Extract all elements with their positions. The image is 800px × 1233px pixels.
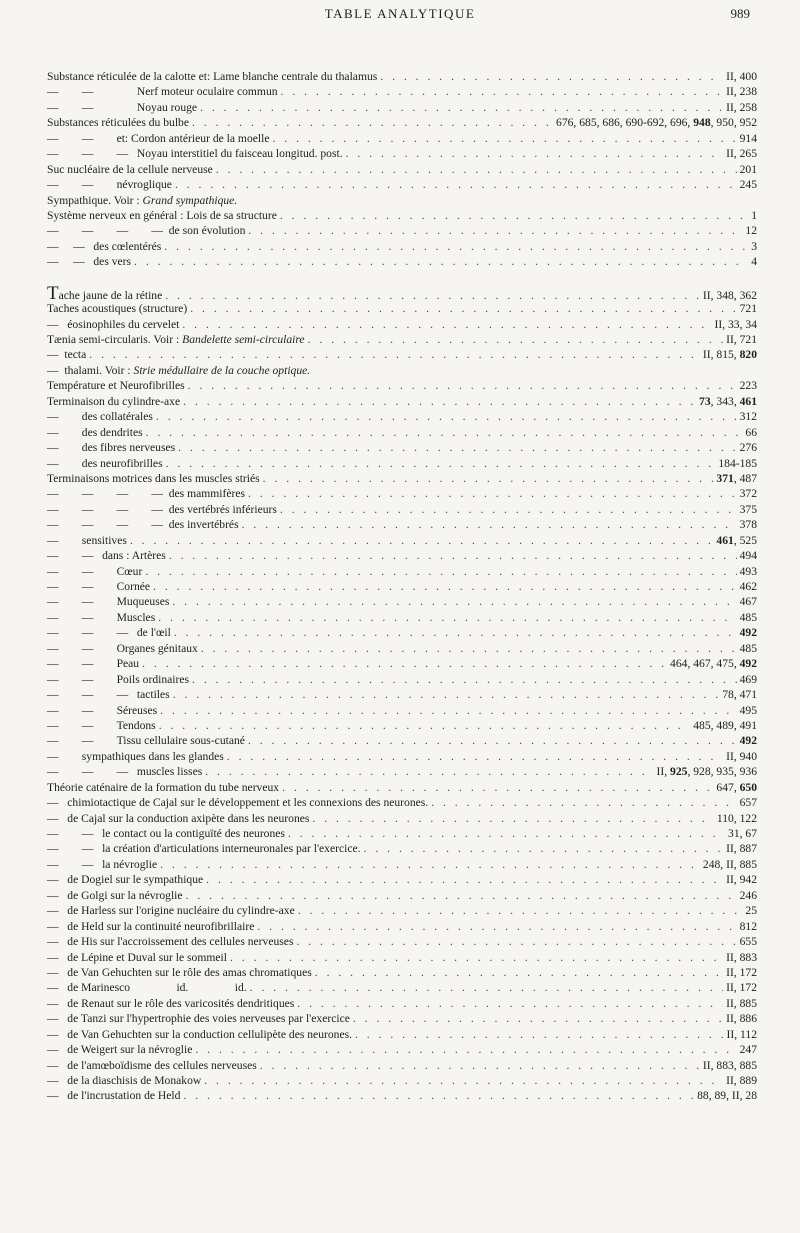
index-entry: [47, 1073, 757, 1088]
dot-leader: [250, 980, 723, 995]
index-entry: [47, 84, 757, 99]
entry-text: — — le contact ou la contiguïté des neurones: [47, 827, 285, 840]
index-entry: [47, 317, 757, 332]
dot-leader: [263, 471, 714, 486]
entry-pages: II, 33, 34: [714, 317, 757, 331]
index-entry: [47, 1042, 757, 1057]
entry-text: — de Held sur la continuité neurofibrillaire: [47, 919, 255, 933]
entry-pages: II, 721: [726, 333, 757, 346]
entry-pages: II, 172: [726, 981, 757, 995]
index-entry: [47, 672, 757, 687]
index-entry: [47, 440, 757, 455]
dot-leader: [431, 795, 736, 810]
entry-pages: 485, 489, 491: [693, 718, 757, 732]
dot-leader: [175, 177, 737, 192]
entry-pages: 12: [745, 224, 757, 238]
entry-text: — — Séreuses: [47, 703, 158, 717]
entry-pages: 276: [739, 441, 757, 455]
entry-pages: II, 883: [726, 950, 757, 964]
entry-pages: 467: [739, 595, 757, 609]
entry-text: — — Cœur: [47, 564, 143, 578]
dot-leader: [364, 841, 724, 856]
index-entry: [47, 533, 757, 548]
entry-pages: II, 940: [726, 749, 757, 763]
dot-leader: [272, 131, 736, 146]
entry-text: — tecta: [47, 348, 87, 362]
entry-pages: 464, 467, 475, 492: [670, 657, 757, 671]
dot-leader: [288, 826, 725, 841]
entry-text: — — Cornée: [47, 580, 151, 593]
index-entry: [47, 378, 757, 393]
entry-text: — des fibres nerveuses: [47, 441, 176, 455]
entry-text: — sympathiques dans les glandes: [47, 749, 224, 763]
dot-leader: [173, 687, 720, 702]
index-entry: [47, 811, 757, 826]
dot-leader: [380, 69, 723, 84]
dot-leader: [146, 425, 743, 440]
dot-leader: [280, 502, 737, 517]
running-title: TABLE ANALYTIQUE: [324, 6, 476, 21]
entry-text: — — Organes génitaux: [47, 641, 198, 655]
index-entry: [47, 780, 757, 795]
entry-text: — — Peau: [47, 657, 140, 671]
entry-pages: 462: [739, 580, 757, 593]
index-entry: [47, 471, 757, 486]
entry-text: — — Tissu cellulaire sous-cutané: [47, 734, 245, 748]
dot-leader: [248, 486, 737, 501]
dot-leader: [204, 1073, 723, 1088]
dot-leader: [298, 903, 743, 918]
entry-pages: 248, II, 885: [702, 857, 757, 871]
entry-text: — des neurofibrilles: [47, 456, 163, 470]
entry-pages: 245: [739, 178, 757, 192]
entry-text: — de Harless sur l'origine nucléaire du cylindre-axe: [47, 904, 295, 918]
entry-text: — — Nerf moteur oculaire commun: [47, 85, 278, 99]
index-entry: [47, 919, 757, 934]
dot-leader: [145, 564, 736, 579]
index-entry: [47, 950, 757, 965]
index-entry: [47, 749, 757, 764]
index-entry: [47, 301, 757, 316]
entry-text: Terminaison du cylindre-axe: [47, 394, 181, 408]
index-entry: [47, 733, 757, 748]
dot-leader: [164, 239, 748, 254]
dot-leader: [353, 1011, 723, 1026]
entry-text: — des dendrites: [47, 425, 143, 439]
dot-leader: [142, 656, 667, 671]
index-entry: [47, 162, 757, 177]
dot-leader: [242, 517, 737, 532]
index-entry: [47, 502, 757, 517]
index-entry: [47, 223, 757, 238]
index-entry: [47, 687, 757, 702]
entry-pages: 223: [739, 379, 757, 393]
entry-text: Taches acoustiques (structure): [47, 302, 188, 316]
entry-text: — — — — des vertébrés inférieurs: [47, 502, 277, 516]
index-entry: [47, 347, 757, 362]
entry-pages: 494: [739, 549, 757, 563]
entry-text: — de Tanzi sur l'hypertrophie des voies nerveuses par l'exercice: [47, 1012, 350, 1026]
dot-leader: [281, 84, 724, 99]
entry-pages: 461, 525: [716, 533, 757, 547]
dot-leader: [248, 733, 737, 748]
entry-text: Terminaisons motrices dans les muscles striés: [47, 471, 260, 485]
entry-pages: II, 889: [726, 1074, 757, 1087]
index-entry: [47, 594, 757, 609]
dot-leader: [159, 718, 691, 733]
entry-text: — — et: Cordon antérieur de la moelle: [47, 131, 270, 145]
entry-text: — des collatérales: [47, 410, 153, 424]
index-entry: [47, 282, 757, 304]
entry-pages: 492: [739, 734, 757, 748]
entry-pages: II, 885: [726, 996, 757, 1010]
index-entry: [47, 980, 757, 995]
entry-text: — — — — des invertébrés: [47, 518, 239, 532]
index-entry: [47, 1088, 757, 1103]
entry-text: — — Muqueuses: [47, 595, 170, 609]
dot-leader: [192, 672, 737, 687]
entry-text: — — dans : Artères: [47, 549, 166, 563]
entry-text: — de Dogiel sur le sympathique: [47, 873, 204, 887]
dot-leader: [188, 378, 737, 393]
index-entry: [47, 1027, 757, 1042]
index-entry: [47, 254, 757, 269]
entry-pages: 495: [739, 703, 757, 717]
index-entry: [47, 131, 757, 146]
index-entry: [47, 841, 757, 856]
index-entry: [47, 703, 757, 718]
entry-text: — de Weigert sur la névroglie: [47, 1043, 193, 1057]
index-entry: [47, 69, 757, 84]
dot-leader: [172, 594, 736, 609]
dot-leader: [160, 857, 700, 872]
entry-pages: 647, 650: [716, 780, 757, 794]
entry-text: — — des cœlentérés: [47, 239, 162, 253]
entry-pages: 31, 67: [728, 827, 757, 840]
index-entry: [47, 1058, 757, 1073]
entry-text: — — des vers: [47, 255, 132, 269]
index-entry: [47, 332, 757, 347]
entry-pages: 247: [739, 1043, 757, 1057]
index-entry: [47, 363, 757, 378]
entry-text: — — Muscles: [47, 610, 156, 624]
index-entry: [47, 394, 757, 409]
dot-leader: [195, 1042, 736, 1057]
entry-pages: II, 887: [726, 842, 757, 856]
index-entry: [47, 409, 757, 424]
index-entry: [47, 208, 757, 223]
dot-leader: [257, 919, 736, 934]
entry-text: — — — Noyau interstitiel du faisceau longitud. post.: [47, 147, 343, 161]
index-entry: [47, 564, 757, 579]
index-entry: [47, 718, 757, 733]
dot-leader: [200, 100, 723, 115]
index-entry: [47, 177, 757, 192]
entry-text: — — la névroglie: [47, 857, 158, 871]
entry-text: — de Marinesco id. id.: [47, 981, 247, 995]
dot-leader: [183, 394, 696, 409]
dot-leader: [216, 162, 737, 177]
entry-pages: II, 883, 885: [702, 1058, 757, 1072]
index-entry: [47, 965, 757, 980]
entry-pages: 914: [739, 131, 757, 145]
dot-leader: [160, 703, 736, 718]
entry-pages: 812: [739, 919, 757, 933]
dot-leader: [89, 347, 700, 362]
dot-leader: [156, 409, 737, 424]
entry-pages: 184-185: [718, 456, 757, 470]
dot-leader: [182, 317, 711, 332]
entry-text: Sympathique. Voir : Grand sympathique.: [47, 193, 238, 207]
entry-text: Système nerveux en général : Lois de sa structure: [47, 208, 277, 222]
entry-text: — de la diaschisis de Monakow: [47, 1074, 202, 1087]
entry-pages: 721: [739, 302, 757, 316]
entry-pages: II, 238: [726, 85, 757, 99]
entry-text: — de Lépine et Duval sur le sommeil: [47, 950, 227, 964]
index-entry: [47, 641, 757, 656]
entry-text: — de Renaut sur le rôle des varicosités dendritiques: [47, 996, 295, 1010]
index-entry: [47, 579, 757, 594]
entry-text: Tache jaune de la rétine: [47, 282, 163, 304]
entry-text: — — Tendons: [47, 718, 156, 732]
index-entry: [47, 656, 757, 671]
entry-pages: II, 886: [726, 1012, 757, 1026]
entry-pages: 371, 487: [716, 471, 757, 485]
entry-pages: 201: [739, 162, 757, 176]
dot-leader: [312, 811, 713, 826]
entry-pages: 66: [745, 425, 757, 439]
index-entry: [47, 996, 757, 1011]
index-entry: [47, 115, 757, 130]
dot-leader: [130, 533, 714, 548]
dot-leader: [227, 749, 723, 764]
index-entry: [47, 625, 757, 640]
dot-leader: [178, 440, 736, 455]
entry-text: — — névroglique: [47, 178, 172, 192]
entry-text: Théorie caténaire de la formation du tube nerveux: [47, 780, 280, 794]
dot-leader: [169, 548, 737, 563]
entry-pages: II, 925, 928, 935, 936: [656, 765, 757, 779]
entry-text: Substances réticulées du bulbe: [47, 116, 189, 130]
entry-text: — — — — de son évolution: [47, 224, 246, 238]
index-entry: [47, 239, 757, 254]
dot-leader: [134, 254, 748, 269]
entry-pages: 375: [739, 502, 757, 516]
dot-leader: [192, 115, 553, 130]
entry-pages: II, 942: [726, 873, 757, 887]
entry-text: Température et Neurofibrilles: [47, 379, 185, 393]
entry-text: — de Cajal sur la conduction axipète dans les neurones: [47, 811, 310, 825]
entry-text: — sensitives: [47, 533, 127, 547]
entry-pages: 485: [739, 610, 757, 624]
entry-pages: 312: [739, 410, 757, 424]
dot-leader: [297, 996, 723, 1011]
dot-leader: [308, 332, 723, 347]
entry-pages: 378: [739, 518, 757, 532]
page-number: 989: [730, 6, 750, 21]
index-entry: [47, 826, 757, 841]
index-entry: [47, 857, 757, 872]
entry-text: — — — — des mammifères: [47, 487, 246, 501]
entry-text: — thalami. Voir : Strie médullaire de la couche optique.: [47, 363, 311, 377]
dot-leader: [282, 780, 713, 795]
index-entry: [47, 610, 757, 625]
entry-pages: 469: [739, 672, 757, 686]
dot-leader: [296, 934, 736, 949]
dot-leader: [166, 456, 716, 471]
entry-pages: 492: [739, 626, 757, 640]
entry-pages: 493: [739, 564, 757, 578]
entry-text: Substance réticulée de la calotte et: Lame blanche centrale du thalamus: [47, 70, 378, 83]
dot-leader: [315, 965, 723, 980]
index-entry: [47, 517, 757, 532]
index-entry: [47, 425, 757, 440]
entry-pages: II, 265: [726, 147, 757, 161]
dot-leader: [186, 888, 737, 903]
dot-leader: [248, 223, 742, 238]
index-entry: [47, 456, 757, 471]
index-entry: [47, 548, 757, 563]
entry-pages: II, 112: [726, 1027, 757, 1041]
dot-leader: [346, 146, 723, 161]
entry-pages: 78, 471: [722, 688, 757, 702]
entry-text: — de His sur l'accroissement des cellules nerveuses: [47, 935, 294, 949]
entry-pages: II, 815, 820: [702, 348, 757, 362]
entry-text: — — Noyau rouge: [47, 100, 198, 114]
entry-pages: 73, 343, 461: [699, 394, 757, 408]
dot-leader: [206, 872, 723, 887]
entry-text: — chimiotactique de Cajal sur le développement et les connexions des neurones.: [47, 796, 429, 810]
entry-pages: 25: [745, 904, 757, 918]
entry-pages: 1: [751, 208, 757, 222]
entry-pages: 110, 122: [716, 811, 757, 825]
dot-leader: [201, 641, 737, 656]
entry-text: — de l'amœboïdisme des cellules nerveuses: [47, 1058, 257, 1072]
entry-text: — de Van Gehuchten sur le rôle des amas chromatiques: [47, 965, 312, 979]
dot-leader: [260, 1058, 700, 1073]
index-entry: [47, 146, 757, 161]
entry-text: — de Van Gehuchten sur la conduction cellulipète des neurones.: [47, 1027, 352, 1041]
index-entry: [47, 193, 757, 208]
entry-pages: 372: [739, 487, 757, 501]
entry-text: — — Poils ordinaires: [47, 672, 190, 686]
entry-pages: II, 258: [726, 100, 757, 114]
entry-pages: 246: [739, 888, 757, 902]
index-entries: [47, 69, 757, 1104]
dot-leader: [158, 610, 736, 625]
index-entry: [47, 100, 757, 115]
dot-leader: [280, 208, 748, 223]
index-entry: [47, 872, 757, 887]
entry-pages: 485: [739, 641, 757, 655]
entry-text: — — — muscles lisses: [47, 765, 203, 779]
entry-text: — de Golgi sur la névroglie: [47, 888, 183, 902]
entry-pages: 676, 685, 686, 690-692, 696, 948, 950, 952: [556, 116, 757, 130]
dot-leader: [190, 301, 736, 316]
dot-leader: [355, 1027, 724, 1042]
entry-text: — éosinophiles du cervelet: [47, 317, 180, 331]
dot-leader: [230, 950, 723, 965]
index-entry: [47, 903, 757, 918]
index-entry: [47, 486, 757, 501]
dot-leader: [174, 625, 737, 640]
index-entry: [47, 764, 757, 779]
entry-pages: 3: [751, 239, 757, 253]
index-entry: [47, 795, 757, 810]
entry-text: — — la création d'articulations interneuronales par l'exercice.: [47, 842, 361, 856]
entry-pages: 4: [751, 255, 757, 269]
entry-text: Tænia semi-circularis. Voir : Bandelette semi-circulaire: [47, 333, 305, 346]
page-header: [0, 6, 800, 26]
index-entry: [47, 888, 757, 903]
dot-leader: [153, 579, 737, 594]
dot-leader: [205, 764, 653, 779]
entry-pages: II, 400: [726, 70, 757, 83]
index-entry: [47, 934, 757, 949]
index-entry: [47, 1011, 757, 1026]
entry-pages: II, 172: [726, 965, 757, 979]
entry-text: — de l'incrustation de Held: [47, 1089, 181, 1103]
entry-text: — — — tactiles: [47, 688, 170, 702]
entry-pages: 657: [739, 796, 757, 810]
entry-pages: 655: [739, 935, 757, 949]
entry-text: Suc nucléaire de la cellule nerveuse: [47, 162, 213, 176]
entry-text: — — — de l'œil: [47, 626, 171, 640]
entry-pages: II, 348, 362: [702, 288, 757, 302]
entry-pages: 88, 89, II, 28: [697, 1089, 757, 1103]
dot-leader: [183, 1088, 694, 1103]
